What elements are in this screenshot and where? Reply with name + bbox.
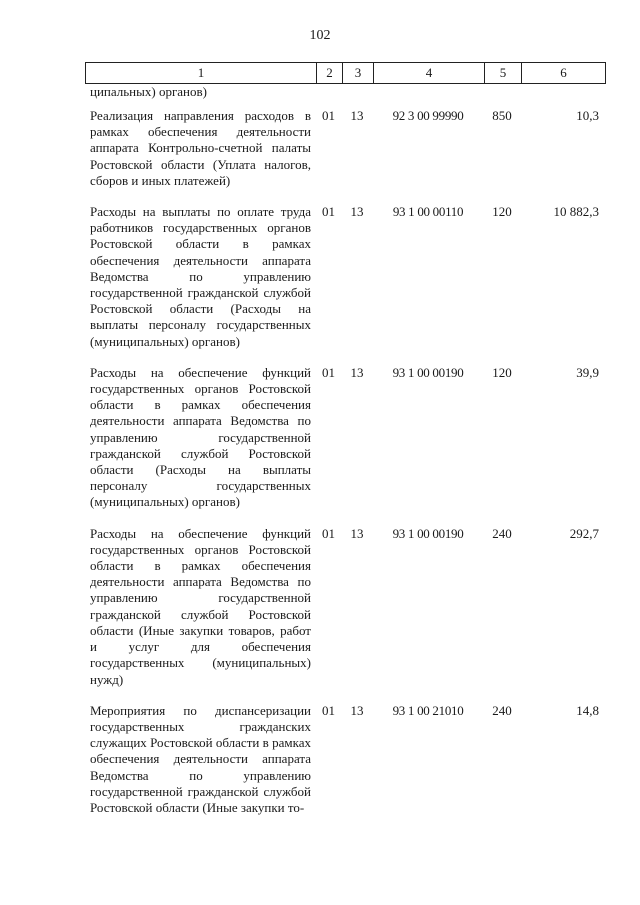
row-description: Реализация направления расходов в рамках обеспечения деятельности аппарата Контрольно-счетной палаты Ростовской области (Уплата налогов, сборов и иных платежей) bbox=[90, 108, 311, 188]
row-expense-type: 120 bbox=[492, 364, 512, 380]
row-amount: 10,3 bbox=[576, 108, 599, 123]
column-header-2: 2 bbox=[317, 63, 343, 84]
row-subsection-code: 13 bbox=[350, 525, 364, 541]
table-row bbox=[85, 204, 605, 350]
row-amount: 14,8 bbox=[576, 702, 599, 718]
row-target-article: 93 1 00 21010 bbox=[392, 702, 464, 718]
row-target-article: 92 3 00 99990 bbox=[392, 108, 464, 123]
column-header-1: 1 bbox=[86, 63, 317, 84]
column-header-table bbox=[85, 62, 606, 84]
column-header-5: 5 bbox=[485, 63, 522, 84]
table-row bbox=[85, 526, 605, 688]
continuation-row bbox=[85, 84, 605, 102]
row-subsection-code: 13 bbox=[350, 702, 364, 718]
row-description: Расходы на обеспечение функций государственных органов Ростовской области в рамках обеспечения деятельности аппарата Ведомства по управлению государственной гражданской службой Ростовской области (Расходы на выплаты персоналу государственных (муниципальных) органов) bbox=[90, 364, 311, 510]
row-subsection-code: 13 bbox=[350, 108, 364, 123]
table-row bbox=[85, 365, 605, 511]
budget-table-body bbox=[85, 84, 605, 816]
row-expense-type: 240 bbox=[492, 702, 512, 718]
row-subsection-code: 13 bbox=[350, 204, 364, 220]
row-expense-type: 120 bbox=[492, 204, 512, 220]
row-description: Расходы на выплаты по оплате труда работников государственных органов Ростовской области в рамках обеспечения деятельности аппарата Ведомства по управлению государственной гражданской службой Ростовской области (Расходы на выплаты персоналу государственных (муниципальных) органов) bbox=[90, 204, 311, 349]
column-header-4: 4 bbox=[374, 63, 485, 84]
row-section-code: 01 bbox=[322, 525, 335, 541]
row-section-code: 01 bbox=[322, 108, 335, 123]
row-subsection-code: 13 bbox=[350, 364, 364, 380]
row-description: Расходы на обеспечение функций государственных органов Ростовской области в рамках обеспечения деятельности аппарата Ведомства по управлению государственной гражданской службой Ростовской области (Иные закупки товаров, работ и услуг для обеспечения государственных (муниципальных) нужд) bbox=[90, 525, 311, 687]
row-section-code: 01 bbox=[322, 204, 335, 220]
page-number: 102 bbox=[309, 28, 331, 43]
row-target-article: 93 1 00 00190 bbox=[392, 525, 464, 541]
row-section-code: 01 bbox=[322, 364, 335, 380]
row-expense-type: 240 bbox=[492, 525, 512, 541]
column-header-3: 3 bbox=[343, 63, 374, 84]
row-target-article: 93 1 00 00190 bbox=[392, 364, 464, 380]
table-row bbox=[85, 108, 605, 189]
row-amount: 10 882,3 bbox=[553, 204, 599, 220]
continuation-text: ципальных) органов) bbox=[90, 84, 207, 99]
column-header-6: 6 bbox=[522, 63, 606, 84]
row-section-code: 01 bbox=[322, 702, 335, 718]
row-target-article: 93 1 00 00110 bbox=[392, 204, 464, 220]
row-description: Мероприятия по диспансеризации государственных гражданских служащих Ростовской области в рамках обеспечения деятельности аппарата Ведомства по управлению государственной гражданской службой Ростовской области (Иные закупки то- bbox=[90, 702, 311, 815]
column-header-row bbox=[86, 63, 606, 84]
row-amount: 39,9 bbox=[576, 364, 599, 380]
row-expense-type: 850 bbox=[492, 108, 512, 123]
row-amount: 292,7 bbox=[569, 525, 599, 541]
table-row bbox=[85, 703, 605, 816]
